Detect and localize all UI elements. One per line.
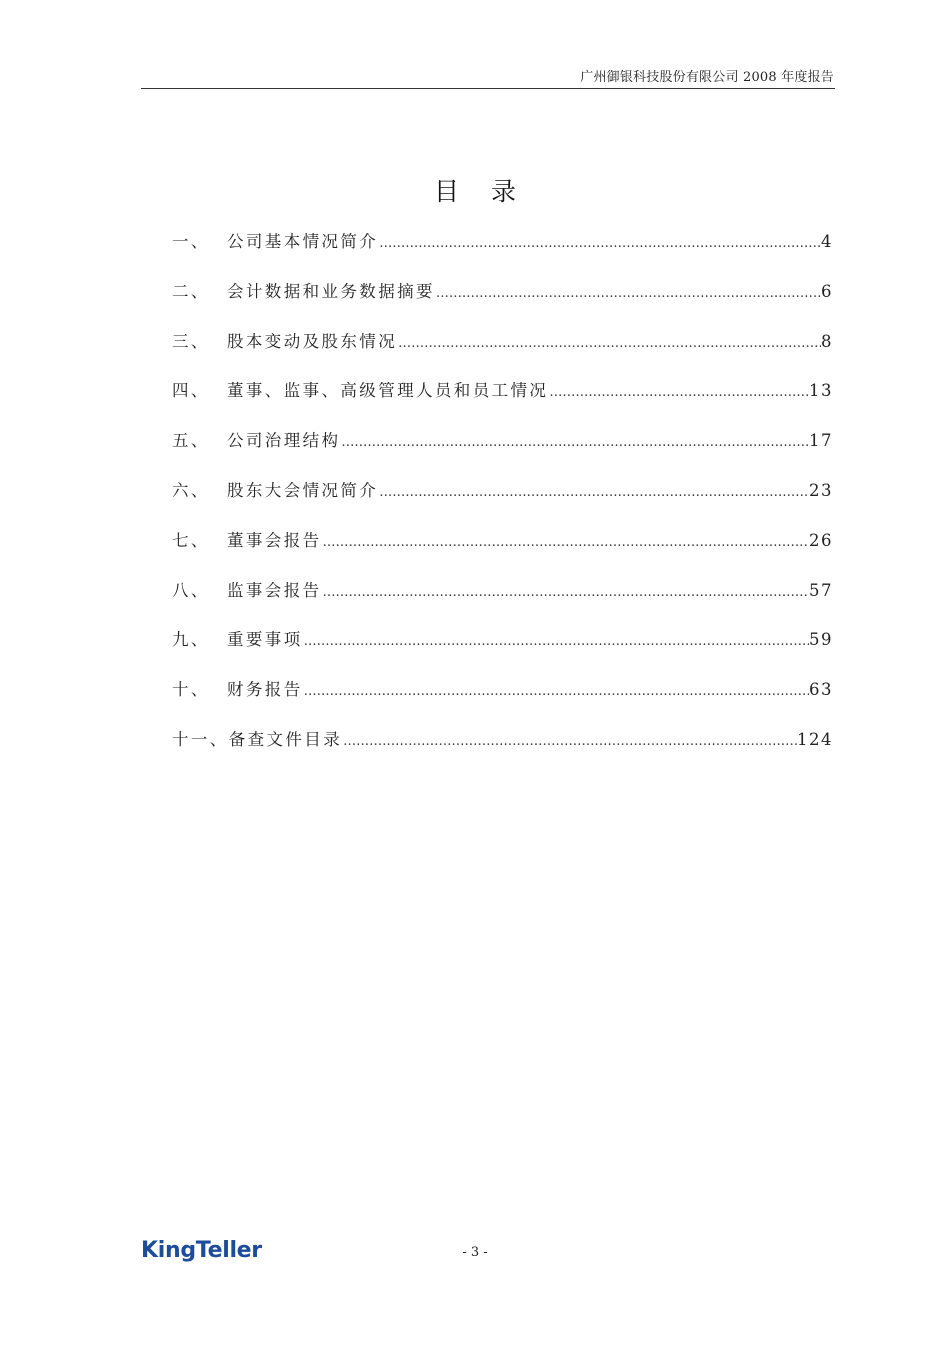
toc-entry-number: 一、 (172, 232, 210, 251)
toc-entry-number: 六、 (172, 480, 210, 500)
kingteller-logo: KingTeller (141, 1238, 262, 1263)
toc-entry-page: 124 (797, 729, 833, 749)
page-title: 目 录 (434, 177, 528, 206)
toc-entry-title: 会计数据和业务数据摘要 (227, 281, 435, 301)
header-divider (141, 88, 835, 89)
toc-entry-page: 4 (821, 232, 833, 251)
toc-entry-title: 董事会报告 (227, 530, 322, 550)
toc-entry-title: 董事、监事、高级管理人员和员工情况 (227, 381, 549, 401)
toc-entry[interactable] (172, 377, 833, 427)
toc-entry[interactable] (172, 228, 833, 278)
toc-entry-title: 重要事项 (227, 630, 303, 650)
toc-entry-page: 23 (809, 480, 833, 500)
toc-entry-page: 63 (809, 680, 833, 700)
toc-leader-dots (378, 236, 821, 251)
toc-entry-title: 股东大会情况简介 (227, 480, 379, 500)
toc-leader-dots (378, 485, 809, 500)
toc-entry[interactable] (172, 477, 833, 527)
toc-entry-title: 股本变动及股东情况 (227, 331, 398, 351)
toc-entry[interactable] (172, 427, 833, 477)
toc-entry[interactable] (172, 676, 833, 726)
toc-entry-page: 6 (821, 281, 833, 301)
toc-entry-number: 八、 (172, 580, 210, 600)
toc-leader-dots (548, 385, 809, 400)
toc-entry-number: 四、 (172, 381, 210, 401)
page-number: - 3 - (462, 1245, 488, 1260)
toc-entry-page: 59 (809, 630, 833, 650)
toc-entry[interactable] (172, 626, 833, 676)
toc-leader-dots (303, 684, 809, 699)
toc-entry-number: 十、 (172, 680, 210, 700)
toc-entry[interactable] (172, 328, 833, 378)
toc-entry-number: 十一、 (172, 729, 229, 749)
toc-entry[interactable] (172, 527, 833, 577)
toc-entry-title: 公司治理结构 (227, 431, 341, 451)
toc-entry-page: 26 (809, 530, 833, 550)
toc-leader-dots (435, 286, 821, 301)
toc-leader-dots (340, 435, 809, 450)
toc-entry-number: 五、 (172, 431, 210, 451)
table-of-contents (172, 228, 833, 776)
toc-entry-title: 公司基本情况简介 (227, 232, 379, 251)
toc-entry-number: 二、 (172, 281, 210, 301)
toc-leader-dots (322, 585, 810, 600)
toc-entry-page: 17 (809, 431, 833, 451)
toc-entry-page: 13 (809, 381, 833, 401)
toc-entry[interactable] (172, 278, 833, 328)
toc-entry-title: 监事会报告 (227, 580, 322, 600)
toc-entry-number: 七、 (172, 530, 210, 550)
toc-entry[interactable] (172, 577, 833, 627)
toc-entry-title: 财务报告 (227, 680, 303, 700)
toc-leader-dots (322, 535, 810, 550)
toc-leader-dots (303, 634, 809, 649)
toc-leader-dots (342, 734, 797, 749)
toc-entry-page: 8 (821, 331, 833, 351)
toc-leader-dots (397, 336, 821, 351)
running-header: 广州御银科技股份有限公司 2008 年度报告 (580, 70, 834, 85)
toc-entry-page: 57 (809, 580, 833, 600)
toc-entry[interactable] (172, 726, 833, 776)
toc-entry-number: 九、 (172, 630, 210, 650)
toc-entry-title: 备查文件目录 (228, 729, 343, 749)
toc-entry-number: 三、 (172, 331, 210, 351)
